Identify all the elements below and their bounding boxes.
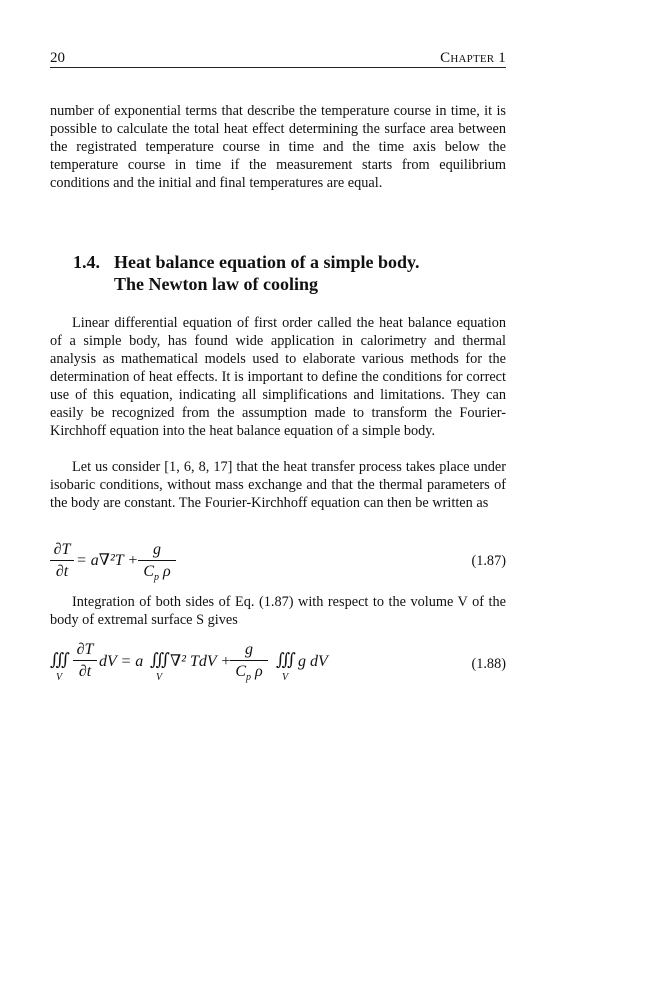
density-symbol: ρ [162,563,171,580]
fraction-bar [230,660,268,661]
eq187-rhs-numerator: g [153,541,161,558]
triple-integral-3: ∭ [276,650,294,669]
equation-number-1-88: (1.88) [471,656,506,672]
heat-capacity-symbol: C [143,563,154,580]
equation-number-1-87: (1.87) [471,553,506,569]
section-heading [73,251,493,295]
heat-capacity-symbol: C [235,663,246,680]
paragraph-4: Integration of both sides of Eq. (1.87) with respect to the volume V of the body of extremal surface S gives [50,594,506,628]
fraction-bar [138,560,176,561]
fraction-bar [73,660,97,661]
fraction-bar [50,560,74,561]
eq187-lhs-denominator: ∂t [55,563,69,580]
section-number: 1.4. [73,252,100,272]
running-head [50,49,506,68]
eq187-lhs-fraction [50,540,74,581]
eq188-rhs-fraction [230,640,268,687]
eq188-rhs-numerator: g [245,641,253,658]
volume-subscript-3: V [282,672,289,683]
paragraph-3: Let us consider [1, 6, 8, 17] that the heat transfer process takes place under isobaric conditions, without mass exchange and that the thermal parameters of the body are constant. The Fourier-Kirchhoff equation can then be written as [50,459,506,511]
eq188-rhs-tail: g dV [298,653,328,670]
eq187-rhs-denominator [138,562,176,587]
eq188-lhs-tail: dV = a [99,653,144,670]
paragraph-2: Linear differential equation of first order called the heat balance equation of a simple body, has found wide application in calorimetry and thermal analysis as mathematical models used to elaborate various methods for the determination of heat effects. It is important to define the conditions for correct use of this equation, indicating all simplifications and limitations. They can easily be recognized from the assumption made to transform the Fourier-Kirchhoff equation into the heat balance equation of a simple body. [50,315,506,439]
eq188-mid-term: ∇² TdV + [170,653,232,670]
equation-1-87 [50,540,506,586]
page [50,0,506,1000]
volume-subscript-2: V [156,672,163,683]
section-title-line-1: Heat balance equation of a simple body. [114,252,420,272]
eq188-rhs-denominator [230,662,268,687]
density-symbol: ρ [254,663,263,680]
eq187-lhs-numerator: ∂T [53,541,71,558]
eq187-rhs-fraction [138,540,176,587]
triple-integral-1: ∭ [50,650,68,669]
page-number: 20 [50,50,65,66]
eq188-lhs-numerator: ∂T [76,641,94,658]
eq188-lhs-denominator: ∂t [78,663,92,680]
volume-subscript-1: V [56,672,63,683]
equation-1-88 [50,640,506,688]
eq188-lhs-fraction [73,640,97,681]
eq187-middle: = a∇²T + [76,552,139,569]
subscript-p: p [153,572,159,583]
triple-integral-2: ∭ [150,650,168,669]
section-title-line-2: The Newton law of cooling [114,274,318,294]
subscript-p: p [245,672,251,683]
chapter-label: Chapter 1 [440,50,506,66]
paragraph-1: number of exponential terms that describe the temperature course in time, it is possible to calculate the total heat effect determining the surface area between the registrated temperature course in time and the time axis below the temperature course in time if the measurement starts from equilibrium conditions and the initial and final temperatures are equal. [50,103,506,191]
